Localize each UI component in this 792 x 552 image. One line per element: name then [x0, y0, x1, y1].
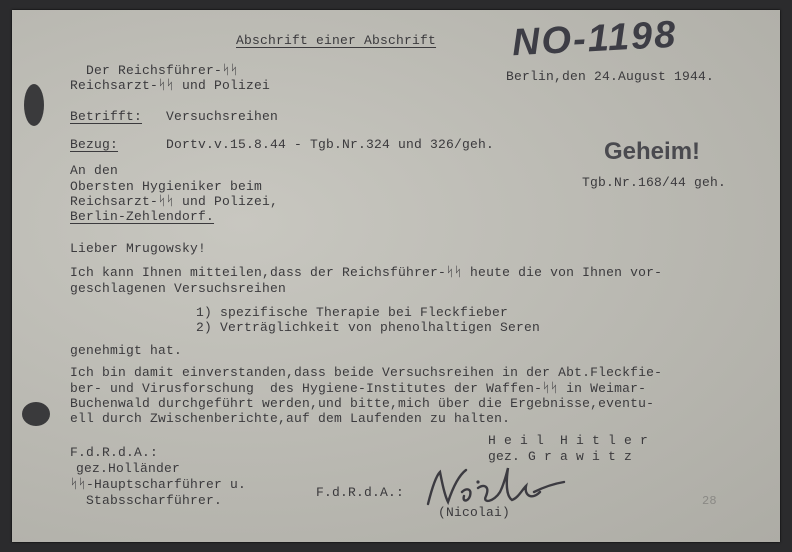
body-p1-end: genehmigt hat. — [70, 343, 183, 358]
body-p2-line-2: ber- und Virusforschung des Hygiene-Institutes der Waffen-ᛋᛋ in Weimar- — [70, 381, 647, 396]
body-p2-line-1: Ich bin damit einverstanden,dass beide Versuchsreihen in der Abt.Fleckfie- — [70, 365, 663, 380]
punch-hole-top — [24, 84, 44, 126]
body-p2-line-4: ell durch Zwischenberichte,auf dem Laufenden zu halten. — [70, 411, 511, 426]
sender-line-2: Reichsarzt-ᛋᛋ und Polizei — [70, 78, 271, 93]
recipient-line-3: Reichsarzt-ᛋᛋ und Polizei, — [70, 194, 279, 209]
recipient-line-4: Berlin-Zehlendorf. — [70, 209, 215, 224]
cert-left-line-4: Stabsscharführer. — [86, 493, 223, 508]
document-heading: Abschrift einer Abschrift — [236, 33, 437, 48]
punch-hole-bottom — [22, 402, 50, 426]
bezug-value: Dortv.v.15.8.44 - Tgb.Nr.324 und 326/geh. — [166, 137, 495, 152]
classification-stamp: Geheim! — [604, 138, 701, 165]
body-p1-line-1: Ich kann Ihnen mitteilen,dass der Reichsführer-ᛋᛋ heute die von Ihnen vor- — [70, 265, 663, 280]
cert-left-line-3: ᛋᛋ-Hauptscharführer u. — [70, 477, 247, 492]
tgb-reference: Tgb.Nr.168/44 geh. — [582, 175, 727, 190]
cert-right-label: F.d.R.d.A.: — [316, 485, 405, 500]
betrifft-label: Betrifft: — [70, 109, 143, 124]
list-item-1: 1) spezifische Therapie bei Fleckfieber — [196, 305, 509, 320]
recipient-line-1: An den — [70, 163, 119, 178]
list-item-2: 2) Verträglichkeit von phenolhaltigen Seren — [196, 320, 541, 335]
closing-signed: gez. G r a w i t z — [488, 449, 633, 464]
sender-line-1: Der Reichsführer-ᛋᛋ — [86, 63, 239, 78]
salutation: Lieber Mrugowsky! — [70, 241, 207, 256]
cert-left-line-1: F.d.R.d.A.: — [70, 445, 159, 460]
closing-greeting: H e i l H i t l e r — [488, 433, 649, 448]
cert-right-name: (Nicolai) — [438, 505, 511, 520]
bezug-label: Bezug: — [70, 137, 119, 152]
document-number: NO-1198 — [510, 13, 679, 65]
place-date: Berlin,den 24.August 1944. — [506, 69, 715, 84]
cert-left-line-2: gez.Holländer — [76, 461, 181, 476]
body-p2-line-3: Buchenwald durchgeführt werden,und bitte,mich über die Ergebnisse,eventu- — [70, 396, 655, 411]
margin-note: 28 — [702, 494, 717, 508]
recipient-line-2: Obersten Hygieniker beim — [70, 179, 263, 194]
body-p1-line-2: geschlagenen Versuchsreihen — [70, 281, 287, 296]
betrifft-value: Versuchsreihen — [166, 109, 279, 124]
